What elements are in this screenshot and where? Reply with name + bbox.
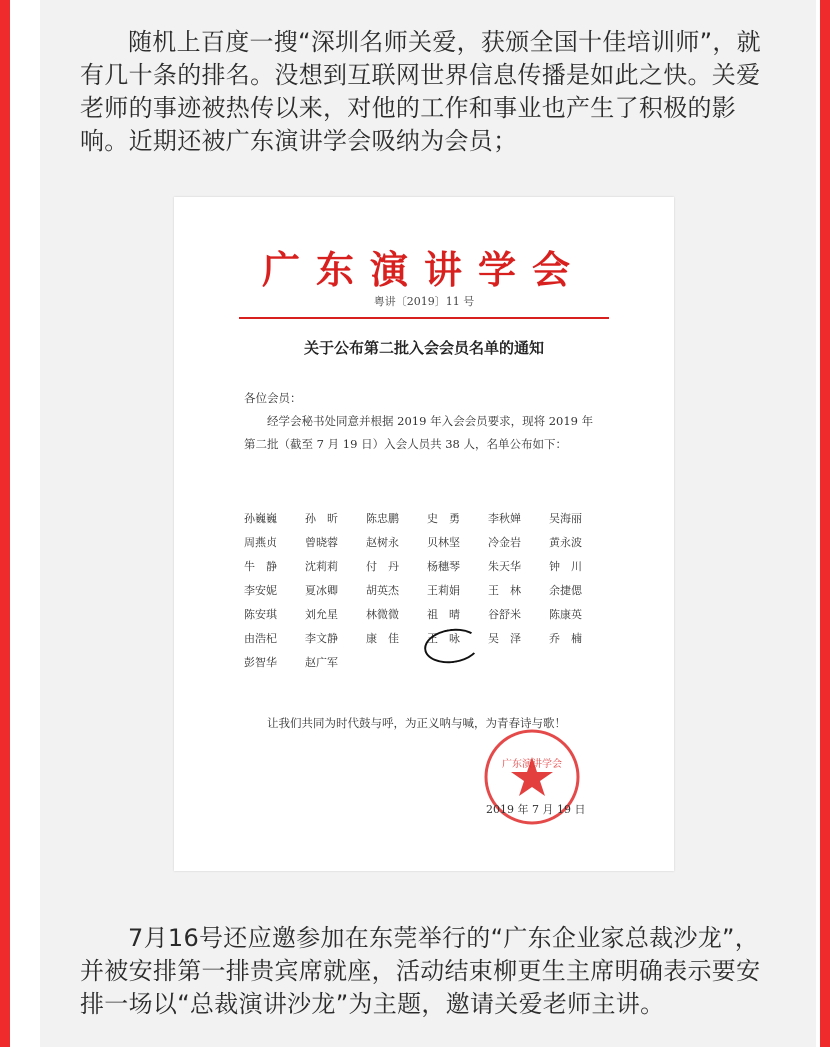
member-name: 夏冰卿	[305, 584, 338, 597]
member-name: 余捷偲	[549, 584, 582, 597]
member-name: 史 勇	[427, 512, 460, 525]
article-content	[40, 0, 816, 1047]
member-name: 吴 泽	[488, 632, 521, 645]
member-name: 李文静	[305, 632, 338, 645]
document-greeting: 各位会员：	[244, 391, 302, 405]
member-name: 沈莉莉	[305, 560, 338, 573]
member-name: 陈康英	[549, 608, 582, 621]
member-name: 李安妮	[244, 584, 277, 597]
member-name: 祖 晴	[427, 608, 460, 621]
article-paragraph-1: 随机上百度一搜“深圳名师关爱，获颁全国十佳培训师”，就有几十条的排名。没想到互联网世界信息传播是如此之快。关爱老师的事迹被热传以来，对他的工作和事业也产生了积极的影响。近期还被广东演讲学会吸纳为会员；	[80, 28, 761, 155]
document-body: 经学会秘书处同意并根据 2019 年入会会员要求，现将 2019 年第二批（截至 7 月 19 日）入会人员共 38 人，名单公布如下：	[244, 414, 594, 451]
document-number: 粤讲〔2019〕11 号	[373, 295, 475, 308]
member-name: 彭智华	[244, 656, 277, 669]
member-name: 陈安琪	[244, 608, 277, 621]
member-name: 孙巍巍	[244, 512, 277, 525]
member-name: 王莉娟	[427, 584, 460, 597]
member-name: 胡英杰	[366, 584, 399, 597]
member-name: 谷舒米	[488, 608, 521, 621]
member-name: 曾晓蓉	[305, 536, 338, 549]
member-name: 林微微	[366, 608, 399, 621]
member-name: 陈忠鹏	[366, 512, 399, 525]
member-name: 孙 昕	[305, 512, 338, 525]
member-name: 黄永波	[549, 536, 582, 549]
member-name: 王 林	[488, 584, 521, 597]
member-name: 乔 楠	[549, 632, 582, 645]
member-name: 王 咏	[427, 632, 460, 645]
seal-lettering: 广东演讲学会	[502, 759, 562, 770]
letterhead-title: 广东演讲学会	[261, 247, 586, 292]
member-name: 朱天华	[488, 560, 521, 573]
member-name: 付 丹	[366, 560, 399, 573]
member-name: 冷金岩	[488, 536, 521, 549]
article-paragraph-2: 7月16号还应邀参加在东莞举行的“广东企业家总裁沙龙”，并被安排第一排贵宾席就座，活动结束柳更生主席明确表示要安排一场以“总裁演讲沙龙”为主题，邀请关爱老师主讲。	[80, 924, 761, 1018]
page-frame	[10, 0, 820, 1047]
member-name: 杨穗琴	[427, 560, 460, 573]
notice-document-image	[174, 197, 674, 871]
document-date: 2019 年 7 月 19 日	[486, 803, 586, 816]
member-name: 李秋婵	[488, 512, 521, 525]
member-name: 赵广军	[305, 656, 338, 669]
member-name: 刘允星	[305, 608, 338, 621]
member-name: 牛 静	[244, 560, 277, 573]
member-name: 康 佳	[366, 632, 399, 645]
document-subject: 关于公布第二批入会会员名单的通知	[303, 339, 544, 357]
member-name: 钟 川	[549, 560, 582, 573]
member-name: 由浩杞	[244, 632, 277, 645]
member-name: 赵树永	[366, 536, 399, 549]
member-name: 周燕贞	[244, 536, 277, 549]
letterhead-divider	[239, 317, 609, 319]
member-name: 吴海丽	[549, 512, 582, 525]
document-closing: 让我们共同为时代鼓与呼，为正义呐与喊，为青春诗与歌！	[267, 716, 566, 730]
member-name: 贝林坚	[427, 536, 460, 549]
